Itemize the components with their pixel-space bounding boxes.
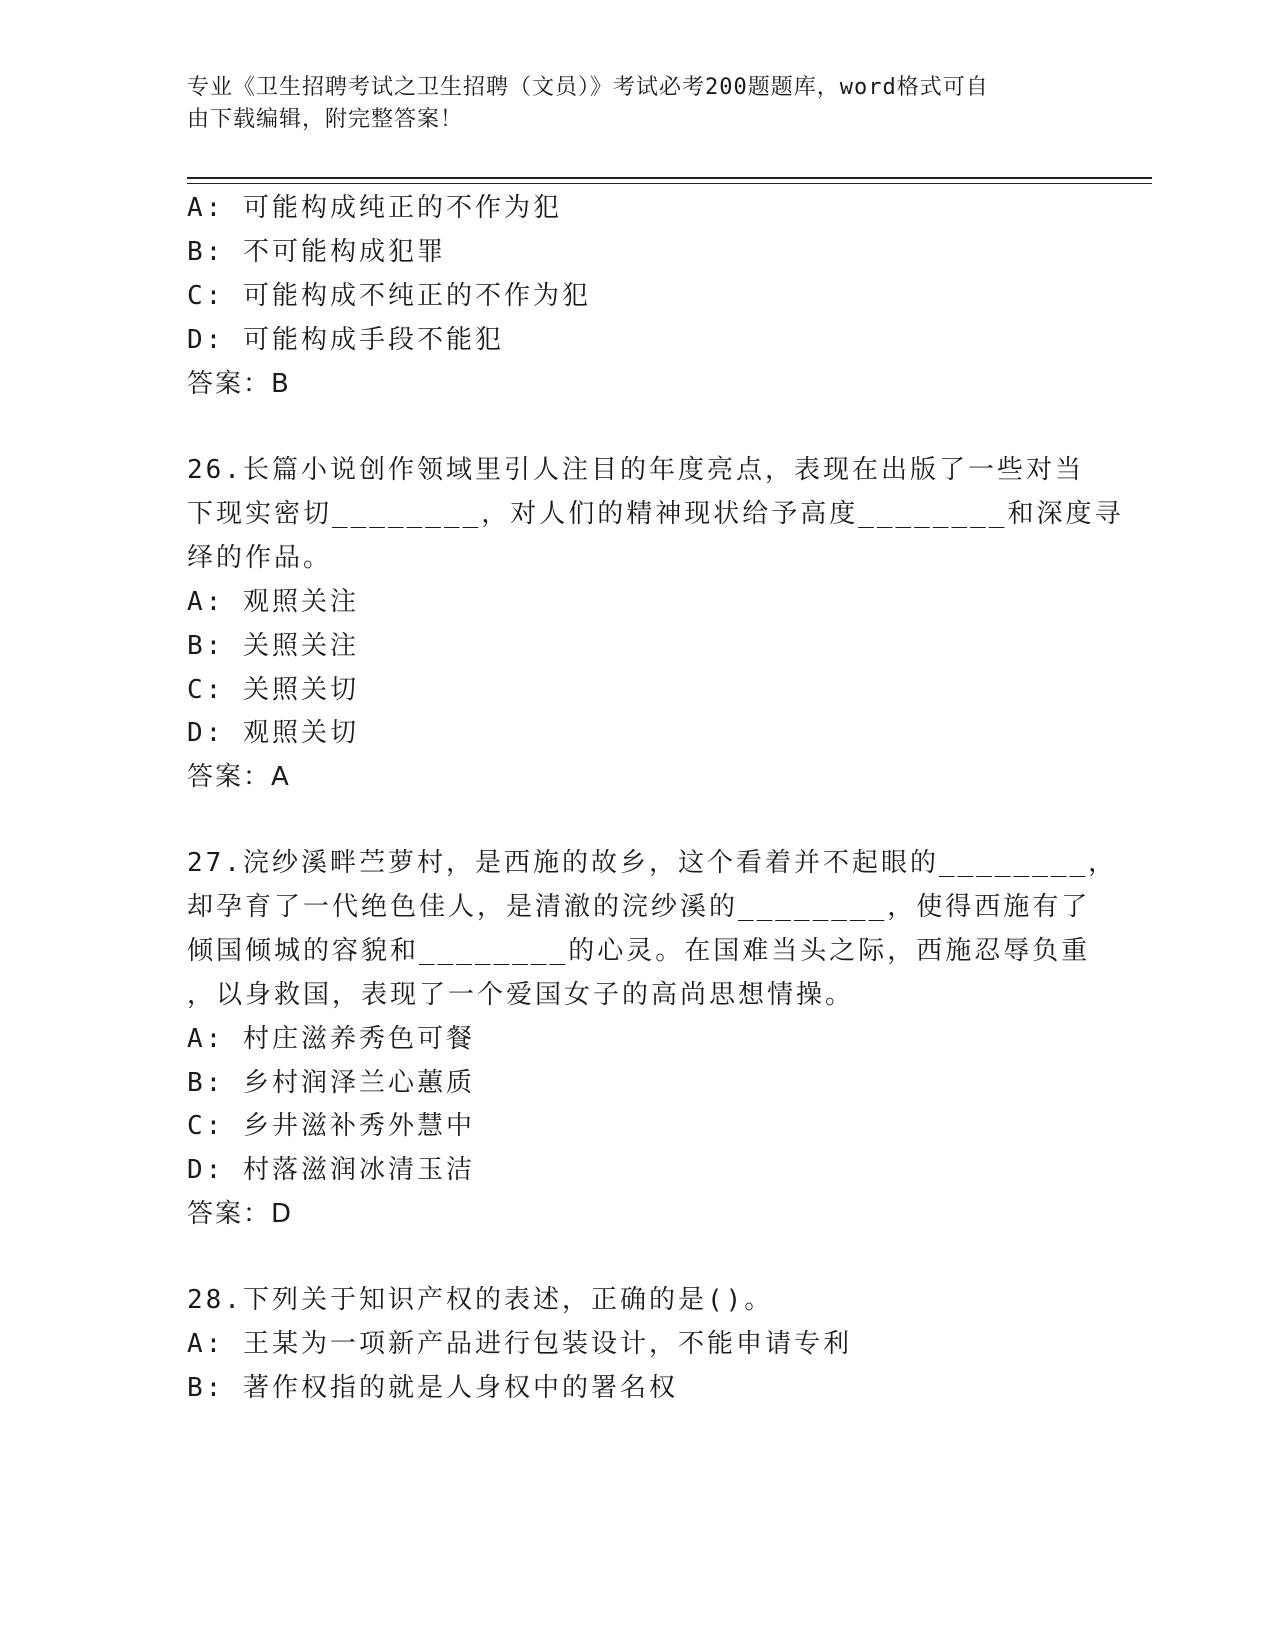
q28-option-a: A: 王某为一项新产品进行包装设计，不能申请专利 bbox=[187, 1329, 852, 1359]
header-divider-thick bbox=[187, 177, 1152, 179]
q25-option-d: D: 可能构成手段不能犯 bbox=[187, 325, 504, 355]
q25-option-b: B: 不可能构成犯罪 bbox=[187, 237, 446, 267]
document-header bbox=[187, 72, 1067, 136]
q25-option-c: C: 可能构成不纯正的不作为犯 bbox=[187, 281, 591, 311]
q26-stem-line-1: 26.长篇小说创作领域里引人注目的年度亮点，表现在出版了一些对当 bbox=[187, 455, 1084, 485]
q25-answer: 答案：B bbox=[187, 369, 291, 399]
q27-option-a: A: 村庄滋养秀色可餐 bbox=[187, 1024, 475, 1054]
q26-option-d: D: 观照关切 bbox=[187, 718, 359, 748]
q27-option-d: D: 村落滋润冰清玉洁 bbox=[187, 1155, 475, 1185]
header-line-1: 专业《卫生招聘考试之卫生招聘（文员）》考试必考200题题库，word格式可自 bbox=[187, 75, 989, 100]
q26-stem-line-3: 绎的作品。 bbox=[187, 543, 333, 573]
header-line-2: 由下载编辑，附完整答案！ bbox=[187, 107, 464, 132]
q28-option-b: B: 著作权指的就是人身权中的署名权 bbox=[187, 1373, 678, 1403]
q26-option-b: B: 关照关注 bbox=[187, 631, 359, 661]
q27-stem-line-4: ，以身救国，表现了一个爱国女子的高尚思想情操。 bbox=[187, 980, 855, 1010]
q25-option-a: A: 可能构成纯正的不作为犯 bbox=[187, 193, 562, 223]
q27-option-b: B: 乡村润泽兰心蕙质 bbox=[187, 1068, 475, 1098]
q27-stem-line-1: 27.浣纱溪畔苎萝村，是西施的故乡，这个看着并不起眼的________， bbox=[187, 848, 1118, 878]
q26-stem-line-2: 下现实密切________，对人们的精神现状给予高度________和深度寻 bbox=[187, 499, 1124, 529]
q26-option-c: C: 关照关切 bbox=[187, 675, 359, 705]
q27-stem-line-3: 倾国倾城的容貌和________的心灵。在国难当头之际，西施忍辱负重 bbox=[187, 936, 1091, 966]
q27-answer: 答案：D bbox=[187, 1199, 294, 1229]
q26-answer: 答案：A bbox=[187, 762, 291, 792]
header-divider-thin bbox=[187, 183, 1152, 184]
q28-stem-line-1: 28.下列关于知识产权的表述，正确的是()。 bbox=[187, 1285, 774, 1315]
q26-option-a: A: 观照关注 bbox=[187, 587, 359, 617]
q27-stem-line-2: 却孕育了一代绝色佳人，是清澈的浣纱溪的________，使得西施有了 bbox=[187, 892, 1091, 922]
q27-option-c: C: 乡井滋补秀外慧中 bbox=[187, 1111, 475, 1141]
